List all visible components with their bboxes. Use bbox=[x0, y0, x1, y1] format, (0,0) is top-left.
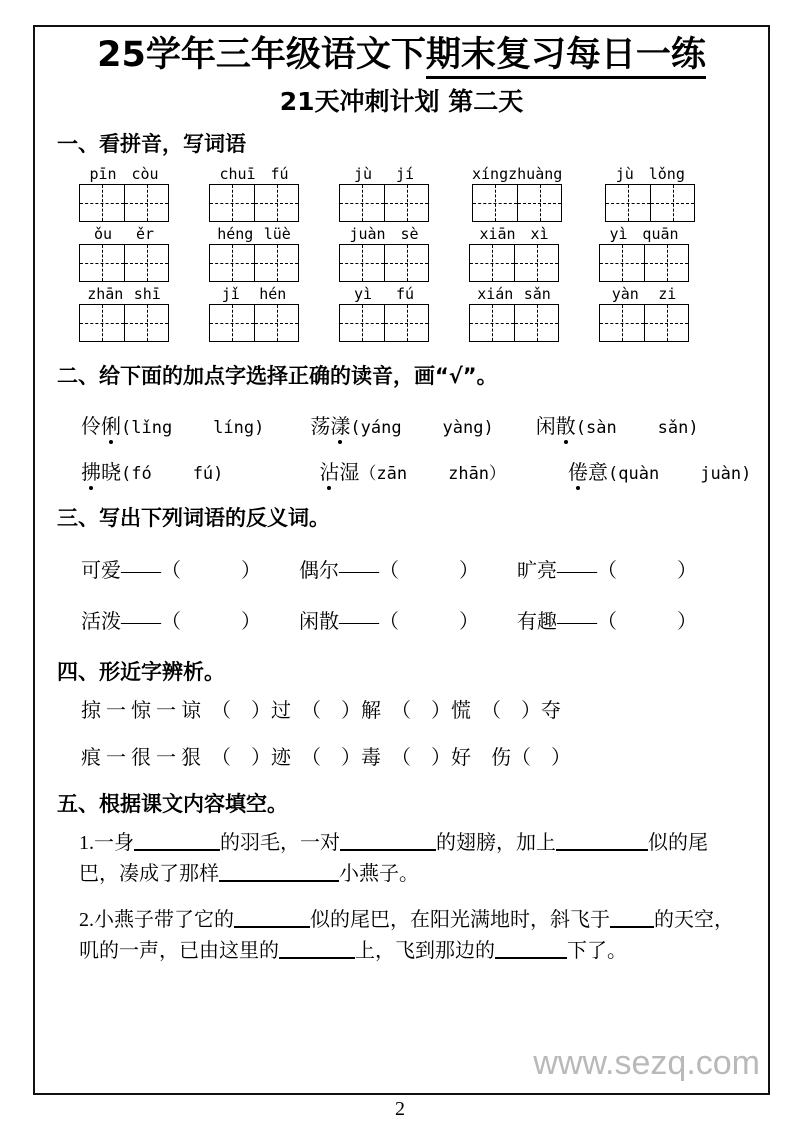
pinyin-label bbox=[599, 224, 689, 244]
pronunciation-options bbox=[576, 418, 699, 438]
pronunciation-word bbox=[310, 410, 350, 439]
tianzige-cell[interactable] bbox=[600, 245, 644, 281]
pinyin-label bbox=[339, 284, 429, 304]
sentence-text: 下了。 bbox=[567, 940, 627, 963]
antonym-item[interactable]: 旷亮——（ ） bbox=[517, 560, 697, 583]
pinyin-syllable: zi bbox=[658, 285, 677, 304]
pinyin-label bbox=[469, 164, 565, 184]
pinyin-syllable: xián bbox=[477, 285, 514, 304]
option-separator bbox=[402, 418, 443, 438]
similar-characters-block bbox=[57, 694, 746, 770]
word-char: 拂 bbox=[81, 456, 101, 485]
pinyin-syllable: jù bbox=[353, 165, 373, 184]
pinyin-syllable: lüè bbox=[263, 225, 291, 244]
pinyin-label bbox=[79, 164, 169, 184]
tianzige-grid[interactable] bbox=[79, 244, 169, 282]
pinyin-word-item bbox=[79, 224, 169, 282]
tianzige-grid[interactable] bbox=[209, 244, 299, 282]
pinyin-label bbox=[339, 224, 429, 244]
similar-character-line[interactable]: 痕 一 很 一 狠 （ ）迹 （ ）毒 （ ）好 伤（ ） bbox=[81, 747, 571, 770]
pinyin-syllable: hén bbox=[259, 285, 287, 304]
pronunciation-option[interactable]: yáng bbox=[360, 418, 402, 439]
tianzige-cell[interactable] bbox=[80, 245, 124, 281]
pronunciation-choice-block bbox=[57, 410, 752, 485]
fill-in-blank-item bbox=[79, 828, 740, 890]
fill-in-blank-item bbox=[79, 905, 740, 967]
word-char: 荡 bbox=[310, 416, 331, 439]
pronunciation-option[interactable]: sàn bbox=[585, 418, 617, 439]
word-char: 闲 bbox=[535, 416, 556, 439]
pronunciation-options bbox=[121, 418, 264, 438]
pinyin-syllable: quān bbox=[642, 225, 679, 244]
similar-character-line[interactable]: 掠 一 惊 一 谅 （ ）过 （ ）解 （ ）慌 （ ）夺 bbox=[81, 700, 561, 723]
pinyin-label bbox=[79, 284, 169, 304]
tianzige-cell[interactable] bbox=[470, 245, 514, 281]
pinyin-label bbox=[209, 224, 299, 244]
pinyin-syllable: fú bbox=[270, 165, 289, 184]
tianzige-cell[interactable] bbox=[210, 245, 254, 281]
tianzige-cell[interactable] bbox=[384, 245, 428, 281]
page-title-underlined: 期末复习每日一练 bbox=[426, 35, 706, 79]
tianzige-cell[interactable] bbox=[254, 305, 298, 341]
tianzige-grid[interactable] bbox=[79, 184, 169, 222]
paren-close: ) bbox=[213, 464, 224, 485]
sentence-text: 上，飞到那边的 bbox=[355, 940, 495, 963]
answer-blank[interactable] bbox=[556, 849, 648, 851]
tianzige-grid[interactable] bbox=[209, 184, 299, 222]
fill-in-blank-block bbox=[57, 828, 746, 967]
tianzige-cell[interactable] bbox=[340, 305, 384, 341]
pinyin-label bbox=[469, 224, 559, 244]
antonym-line bbox=[81, 554, 746, 583]
pinyin-word-item bbox=[469, 164, 565, 222]
option-separator bbox=[407, 464, 448, 484]
pinyin-word-item bbox=[339, 284, 429, 342]
section-5-heading: 五、根据课文内容填空。 bbox=[57, 792, 288, 817]
pinyin-syllable: héng bbox=[217, 225, 254, 244]
tianzige-cell[interactable] bbox=[470, 305, 514, 341]
option-separator bbox=[659, 464, 700, 484]
antonym-line bbox=[81, 605, 746, 634]
page-number: 2 bbox=[395, 1098, 405, 1120]
pinyin-syllable: lǒng bbox=[648, 165, 685, 184]
pronunciation-option[interactable]: fó bbox=[131, 464, 152, 485]
pinyin-syllable: ěr bbox=[135, 225, 155, 244]
tianzige-grid[interactable] bbox=[339, 184, 429, 222]
pinyin-syllable: shī bbox=[133, 285, 161, 304]
pinyin-word-item bbox=[209, 284, 299, 342]
pinyin-word-item bbox=[469, 224, 559, 282]
antonym-item[interactable]: 偶尔——（ ） bbox=[299, 560, 479, 583]
word-char: 沾 bbox=[319, 456, 339, 485]
tianzige-grid[interactable] bbox=[469, 244, 559, 282]
option-separator bbox=[172, 418, 213, 438]
pronunciation-word bbox=[81, 456, 121, 485]
sentence-text: 小燕子带了它的 bbox=[94, 909, 234, 932]
pinyin-syllable: juàn bbox=[349, 225, 386, 244]
tianzige-cell[interactable] bbox=[644, 305, 688, 341]
tianzige-grid[interactable] bbox=[79, 304, 169, 342]
pronunciation-options bbox=[608, 464, 751, 484]
pinyin-word-item bbox=[599, 284, 689, 342]
paren-open: ( bbox=[575, 418, 586, 439]
sentence-text: 似的尾巴，在阳光满地时，斜飞于 bbox=[310, 909, 610, 932]
tianzige-cell[interactable] bbox=[384, 185, 428, 221]
tianzige-grid[interactable] bbox=[469, 304, 559, 342]
sentence-text: 的天空，叽的一声，已由这里的 bbox=[79, 909, 734, 963]
tianzige-cell[interactable] bbox=[340, 185, 384, 221]
antonym-block bbox=[57, 554, 746, 634]
pinyin-word-item bbox=[339, 224, 429, 282]
page-subtitle: 21天冲刺计划 第二天 bbox=[279, 87, 524, 117]
pronunciation-option[interactable]: quàn bbox=[618, 464, 660, 485]
antonym-item[interactable]: 有趣——（ ） bbox=[517, 611, 697, 634]
pinyin-label bbox=[79, 224, 169, 244]
pinyin-syllable: zhān bbox=[87, 285, 124, 304]
pinyin-syllable: sè bbox=[400, 225, 419, 244]
tianzige-grid[interactable] bbox=[472, 184, 562, 222]
tianzige-cell[interactable] bbox=[340, 245, 384, 281]
pinyin-syllable: yì bbox=[353, 285, 373, 304]
tianzige-cell[interactable] bbox=[514, 245, 558, 281]
section-3-heading: 三、写出下列词语的反义词。 bbox=[57, 506, 330, 531]
pinyin-row bbox=[79, 284, 746, 342]
pronunciation-options bbox=[350, 418, 493, 438]
word-char: 晓 bbox=[101, 462, 121, 485]
pronunciation-word bbox=[568, 456, 608, 485]
paren-close: ) bbox=[741, 464, 752, 485]
tianzige-cell[interactable] bbox=[80, 185, 124, 221]
section-4-heading: 四、形近字辨析。 bbox=[57, 660, 225, 685]
paren-close: ) bbox=[254, 418, 265, 439]
pronunciation-item bbox=[81, 410, 264, 439]
pronunciation-option[interactable]: zān bbox=[376, 464, 408, 485]
answer-blank[interactable] bbox=[279, 957, 355, 959]
pronunciation-option[interactable]: fú bbox=[192, 464, 214, 485]
tianzige-cell[interactable] bbox=[517, 185, 561, 221]
answer-blank[interactable] bbox=[134, 849, 220, 851]
option-separator bbox=[152, 464, 193, 484]
pronunciation-option[interactable]: sǎn bbox=[657, 418, 689, 439]
pronunciation-word bbox=[81, 410, 121, 439]
tianzige-grid[interactable] bbox=[599, 304, 689, 342]
pronunciation-item bbox=[536, 410, 699, 439]
page-title-plain: 25学年三年级语文下 bbox=[97, 35, 426, 75]
pinyin-label bbox=[605, 164, 695, 184]
pinyin-syllable: xì bbox=[530, 225, 549, 244]
pronunciation-word bbox=[536, 410, 576, 439]
pinyin-syllable: sǎn bbox=[523, 285, 551, 304]
page-title bbox=[57, 36, 746, 75]
pronunciation-item bbox=[319, 456, 506, 485]
worksheet-page-frame bbox=[33, 25, 770, 1095]
paren-open: ( bbox=[608, 464, 619, 485]
site-watermark: www.sezq.com bbox=[533, 1044, 760, 1082]
paren-open: ( bbox=[350, 418, 361, 439]
tianzige-cell[interactable] bbox=[384, 305, 428, 341]
pinyin-syllable: chuī bbox=[219, 165, 256, 184]
tianzige-cell[interactable] bbox=[124, 245, 168, 281]
item-number: 1. bbox=[79, 832, 94, 855]
tianzige-cell[interactable] bbox=[644, 245, 688, 281]
tianzige-cell[interactable] bbox=[650, 185, 694, 221]
pinyin-word-item bbox=[209, 164, 299, 222]
sentence-text: 的翅膀，加上 bbox=[436, 832, 556, 855]
tianzige-cell[interactable] bbox=[254, 245, 298, 281]
tianzige-cell[interactable] bbox=[606, 185, 650, 221]
pinyin-syllable: còu bbox=[131, 165, 159, 184]
word-char: 意 bbox=[588, 462, 609, 485]
word-char: 湿 bbox=[339, 462, 360, 485]
word-char: 散 bbox=[556, 410, 576, 439]
pronunciation-line bbox=[81, 456, 752, 485]
antonym-item[interactable]: 闲散——（ ） bbox=[299, 611, 479, 634]
word-char: 漾 bbox=[330, 410, 350, 439]
item-number: 2. bbox=[79, 909, 94, 932]
answer-blank[interactable] bbox=[495, 957, 567, 959]
pinyin-syllable: xiān bbox=[479, 225, 516, 244]
pinyin-word-item bbox=[605, 164, 695, 222]
pinyin-word-item bbox=[79, 164, 169, 222]
pinyin-syllable: xíng bbox=[472, 165, 509, 184]
tianzige-cell[interactable] bbox=[80, 305, 124, 341]
pinyin-syllable: jù bbox=[615, 165, 634, 184]
pinyin-row bbox=[79, 164, 746, 222]
pinyin-label bbox=[209, 284, 299, 304]
option-separator bbox=[617, 418, 658, 438]
tianzige-cell[interactable] bbox=[210, 305, 254, 341]
pronunciation-option[interactable]: yàng bbox=[442, 418, 484, 439]
word-char: 倦 bbox=[568, 456, 588, 485]
pinyin-syllable: fú bbox=[395, 285, 415, 304]
pinyin-syllable: jí bbox=[395, 165, 415, 184]
paren-close: ) bbox=[483, 418, 494, 439]
sentence-text: 小燕子。 bbox=[339, 863, 419, 886]
pronunciation-line bbox=[81, 410, 746, 439]
antonym-item[interactable]: 活泼——（ ） bbox=[81, 611, 261, 634]
answer-blank[interactable] bbox=[340, 849, 436, 851]
worksheet-content bbox=[35, 27, 768, 1093]
tianzige-cell[interactable] bbox=[124, 185, 168, 221]
paren-close: ) bbox=[688, 418, 699, 439]
pinyin-label bbox=[209, 164, 299, 184]
answer-blank[interactable] bbox=[219, 880, 339, 882]
pinyin-syllable: ǒu bbox=[93, 225, 113, 244]
tianzige-cell[interactable] bbox=[514, 305, 558, 341]
tianzige-cell[interactable] bbox=[600, 305, 644, 341]
pronunciation-options bbox=[121, 464, 223, 484]
pronunciation-options bbox=[359, 459, 506, 484]
answer-blank[interactable] bbox=[234, 926, 310, 928]
tianzige-grid[interactable] bbox=[339, 304, 429, 342]
word-char: 伶 bbox=[81, 416, 101, 439]
word-char: 俐 bbox=[101, 410, 121, 439]
tianzige-cell[interactable] bbox=[473, 185, 517, 221]
pinyin-label bbox=[469, 284, 559, 304]
tianzige-grid[interactable] bbox=[209, 304, 299, 342]
tianzige-cell[interactable] bbox=[124, 305, 168, 341]
pronunciation-item bbox=[81, 456, 223, 485]
pronunciation-option[interactable]: lǐng bbox=[131, 418, 173, 439]
section-2-heading: 二、给下面的加点字选择正确的读音，画“√”。 bbox=[57, 364, 498, 389]
pinyin-grid-block bbox=[57, 164, 746, 342]
pinyin-syllable: yì bbox=[609, 225, 628, 244]
tianzige-grid[interactable] bbox=[599, 244, 689, 282]
pinyin-syllable: pīn bbox=[89, 165, 117, 184]
sentence-text: 的羽毛，一对 bbox=[220, 832, 340, 855]
pinyin-syllable: yàn bbox=[611, 285, 639, 304]
pinyin-word-item bbox=[599, 224, 689, 282]
pinyin-label bbox=[599, 284, 689, 304]
pronunciation-option[interactable]: líng bbox=[213, 418, 255, 439]
pronunciation-item bbox=[568, 456, 751, 485]
tianzige-grid[interactable] bbox=[605, 184, 695, 222]
sentence-text: 似的尾巴，凑成了那样 bbox=[79, 832, 708, 886]
paren-open: （ bbox=[359, 464, 377, 485]
pronunciation-option[interactable]: zhān bbox=[448, 464, 490, 485]
tianzige-cell[interactable] bbox=[254, 185, 298, 221]
pronunciation-item bbox=[310, 410, 493, 439]
pinyin-row bbox=[79, 224, 746, 282]
pinyin-word-item bbox=[79, 284, 169, 342]
pronunciation-word bbox=[319, 456, 359, 485]
pinyin-label bbox=[339, 164, 429, 184]
sentence-text: 一身 bbox=[94, 832, 134, 855]
paren-open: ( bbox=[121, 464, 132, 485]
pronunciation-option[interactable]: juàn bbox=[700, 464, 742, 485]
pinyin-word-item bbox=[209, 224, 299, 282]
pinyin-word-item bbox=[339, 164, 429, 222]
tianzige-cell[interactable] bbox=[210, 185, 254, 221]
pinyin-word-item bbox=[469, 284, 559, 342]
antonym-item[interactable]: 可爱——（ ） bbox=[81, 560, 261, 583]
paren-open: ( bbox=[121, 418, 132, 439]
pinyin-syllable: zhuàng bbox=[508, 165, 563, 184]
pinyin-syllable: jǐ bbox=[221, 285, 240, 304]
tianzige-grid[interactable] bbox=[339, 244, 429, 282]
section-1-heading: 一、看拼音，写词语 bbox=[57, 132, 246, 157]
answer-blank[interactable] bbox=[610, 926, 654, 928]
paren-close: ） bbox=[489, 464, 507, 485]
